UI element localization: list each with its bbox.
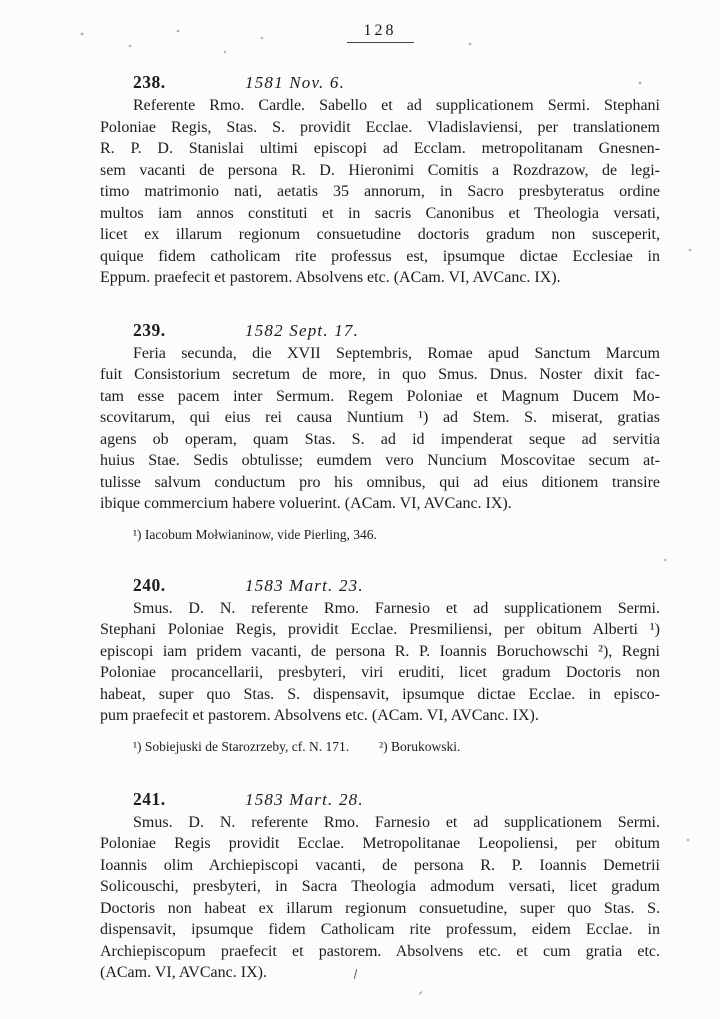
text-line: episcopi iam pridem vacanti, de persona R. P. Ioannis Boruchowschi ²), Regni bbox=[100, 642, 660, 660]
page-header bbox=[100, 22, 660, 46]
entry-number: 241. bbox=[133, 788, 166, 809]
entry-number: 238. bbox=[133, 72, 166, 92]
text-line: Poloniae Regis providit Ecclae. Metropolitanae Leopoliensi, per obitum bbox=[100, 835, 660, 852]
entry-heading bbox=[133, 789, 660, 812]
text-line: Smus. D. N. referente Rmo. Farnesio et ad supplicationem Sermi. bbox=[133, 813, 660, 831]
text-line: Smus. D. N. referente Rmo. Farnesio et ad supplicationem Sermi. bbox=[133, 599, 660, 617]
text-line: R. P. D. Stanislai ultimi episcopi ad Ecclam. metropolitanam Gnesnen- bbox=[100, 140, 660, 157]
text-line: Ioannis olim Archiepiscopi vacanti, de persona R. P. Ioannis Demetrii bbox=[100, 856, 660, 874]
footnotes bbox=[133, 738, 660, 756]
footnote: ²) Borukowski. bbox=[379, 738, 461, 754]
scan-artifact-tick bbox=[419, 991, 422, 995]
entry-paragraph bbox=[100, 95, 660, 289]
entry-number: 239. bbox=[133, 319, 166, 340]
entry-number: 240. bbox=[133, 574, 166, 595]
entry-date: 1581 Nov. 6. bbox=[245, 73, 346, 92]
page-number: 128 bbox=[347, 22, 414, 43]
text-line: tam esse pacem inter Sermum. Regem Poloniae et Magnum Ducem Mo- bbox=[100, 387, 660, 405]
entry-241 bbox=[100, 789, 660, 984]
text-line: scovitarum, qui eius rei causa Nuntium ¹) ad Stem. S. miserat, gratias bbox=[100, 409, 660, 426]
entry-238 bbox=[100, 72, 660, 289]
text-line: Poloniae procancellarii, presbyteri, viri eruditi, licet gradum Doctoris non bbox=[100, 664, 660, 681]
text-line: Stephani Poloniae Regis, providit Ecclae. Presmiliensi, per obitum Alberti ¹) bbox=[100, 621, 660, 638]
text-line: fuit Consistorium secretum de more, in quo Smus. Dnus. Noster dixit fac- bbox=[100, 366, 660, 383]
text-line: dispensavit, ipsumque fidem Catholicam rite professum, eidem Ecclae. in bbox=[100, 921, 660, 938]
entry-paragraph bbox=[100, 598, 660, 727]
footnote: ¹) Iacobum Mołwianinow, vide Pierling, 346. bbox=[133, 526, 377, 542]
entry-date: 1582 Sept. 17. bbox=[245, 320, 360, 340]
footnote: ¹) Sobiejuski de Starozrzeby, cf. N. 171. bbox=[133, 738, 350, 754]
entry-heading bbox=[133, 72, 660, 95]
text-line: Poloniae Regis, Stas. S. providit Ecclae. Vladislaviensi, per translationem bbox=[100, 118, 660, 136]
entry-date: 1583 Mart. 23. bbox=[245, 575, 364, 595]
text-line: Solicouschi, presbyteri, in Sacra Theologia admodum versati, licet gradum bbox=[100, 878, 660, 895]
entries-list bbox=[100, 72, 660, 984]
entry-heading bbox=[133, 320, 660, 343]
text-line: Eppum. praefecit et pastorem. Absolvens etc. (ACam. VI, AVCanc. IX). bbox=[100, 269, 561, 286]
text-line: Referente Rmo. Cardle. Sabello et ad supplicationem Sermi. Stephani bbox=[133, 97, 660, 114]
entry-date: 1583 Mart. 28. bbox=[245, 789, 364, 809]
text-line: Doctoris non habeat ex illarum regionum consuetudine, super quo Stas. S. bbox=[100, 899, 660, 917]
entry-heading bbox=[133, 575, 660, 598]
entry-239 bbox=[100, 320, 660, 544]
text-line: ibique commercium habere voluerint. (ACam. VI, AVCanc. IX). bbox=[100, 495, 512, 512]
text-line: timo matrimonio nati, aetatis 35 annorum, in Sacro presbyteratus ordine bbox=[100, 183, 660, 200]
text-line: licet ex illarum regionum consuetudine doctoris gradum non susceperit, bbox=[100, 226, 660, 243]
text-line: huius Stae. Sedis obtulisse; eumdem vero Nuncium Moscovitae secum at- bbox=[100, 452, 660, 469]
text-line: quique fidem catholicam rite professus est, ipsumque dictae Ecclesiae in bbox=[100, 247, 660, 265]
text-line: sem vacanti de persona R. D. Hieronimi Comitis a Rozdrazow, de legi- bbox=[100, 161, 660, 179]
entry-paragraph bbox=[100, 343, 660, 515]
footnotes bbox=[133, 526, 660, 544]
entry-paragraph bbox=[100, 812, 660, 984]
text-line: (ACam. VI, AVCanc. IX). bbox=[100, 964, 267, 981]
text-line: agens ob operam, quam Stas. S. ad id impenderat seque ad servitia bbox=[100, 430, 660, 448]
text-line: habeat, super quo Stas. S. dispensavit, ipsumque dictae Ecclae. in episco- bbox=[100, 685, 660, 703]
text-line: multos iam annos constituti et in sacris Canonibus et Theologia versati, bbox=[100, 204, 660, 222]
text-line: Feria secunda, die XVII Septembris, Romae apud Sanctum Marcum bbox=[133, 344, 660, 362]
text-line: Archiepiscopum praefecit et pastorem. Absolvens etc. et cum gratia etc. bbox=[100, 942, 660, 960]
text-line: pum praefecit et pastorem. Absolvens etc. (ACam. VI, AVCanc. IX). bbox=[100, 707, 539, 724]
entry-240 bbox=[100, 575, 660, 756]
text-line: tulisse salvum conductum pro his omnibus, qui ad eius ditionem transire bbox=[100, 473, 660, 491]
